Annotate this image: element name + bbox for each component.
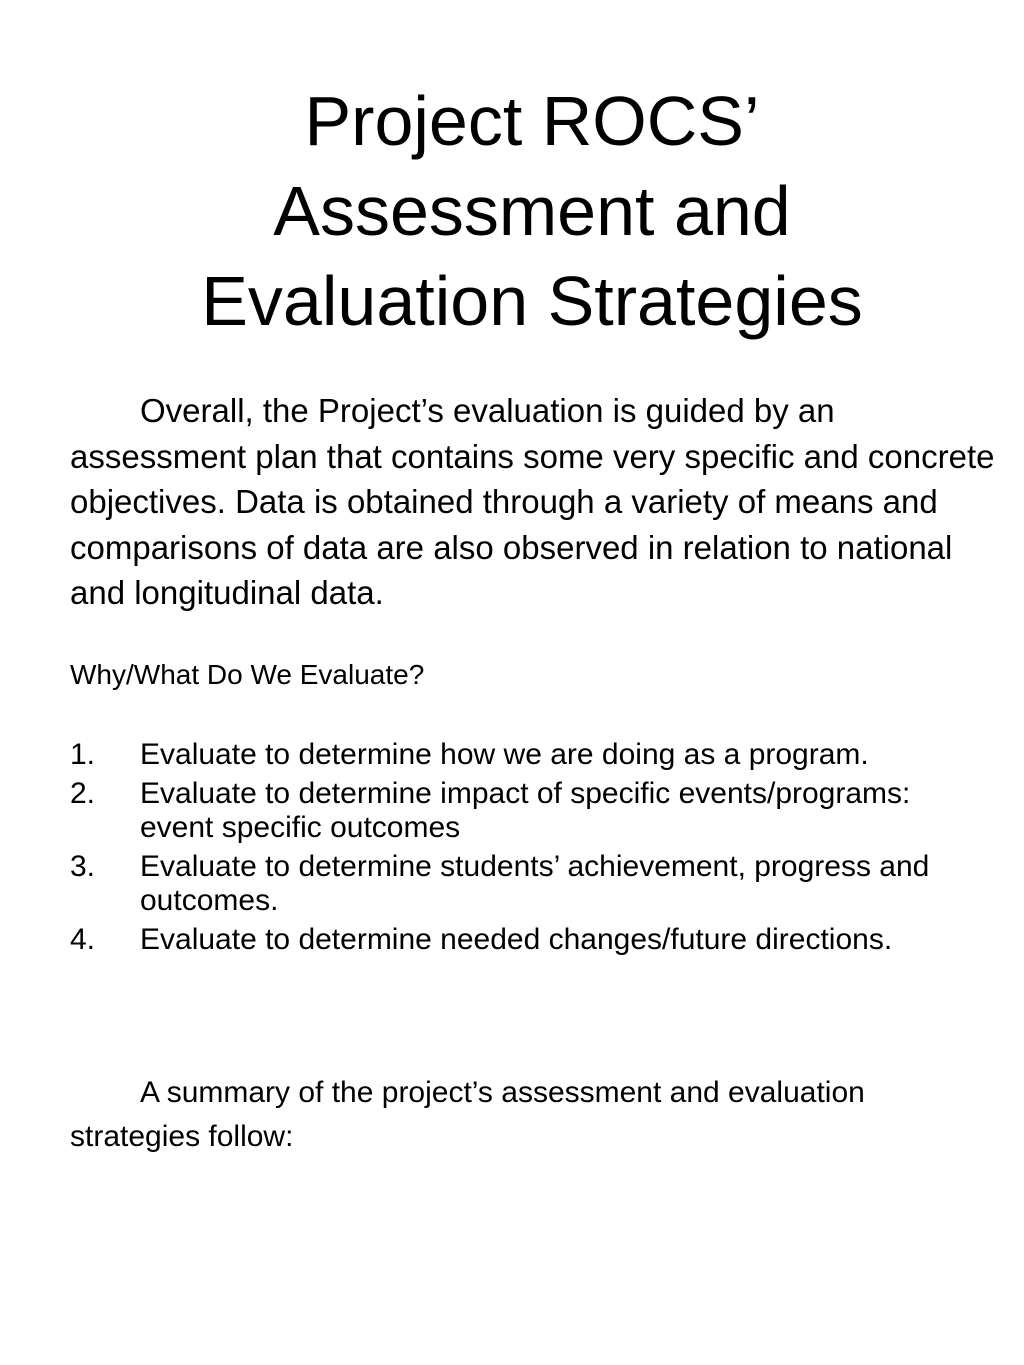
list-item-number: 2. (70, 777, 96, 810)
list-item (70, 777, 970, 845)
title-line: Project ROCS’ (304, 82, 760, 160)
list-item (70, 850, 970, 918)
list-item-text: Evaluate to determine students’ achievement, progress and outcomes. (140, 850, 930, 917)
section-subheading: Why/What Do We Evaluate? (70, 659, 425, 690)
intro-paragraph: Overall, the Project’s evaluation is guided by an assessment plan that contains some very specific and concrete objectives. Data is obtained through a variety of means and comparisons of data are also observed in relation to national and longitudinal data. (70, 392, 995, 611)
list-item-number: 4. (70, 923, 96, 956)
list-item-text: Evaluate to determine needed changes/future directions. (140, 923, 893, 956)
title-line: Assessment and (273, 172, 791, 250)
page-title (60, 76, 1004, 346)
list-item-number: 1. (70, 738, 96, 771)
title-line: Evaluation Strategies (201, 262, 863, 340)
list-item (70, 738, 970, 772)
summary-paragraph: A summary of the project’s assessment and evaluation strategies follow: (70, 1076, 865, 1153)
list-item-text: Evaluate to determine impact of specific events/programs: event specific outcomes (140, 777, 911, 844)
list-item (70, 923, 970, 957)
evaluation-reasons-list (70, 738, 970, 962)
list-item-number: 3. (70, 850, 96, 883)
list-item-text: Evaluate to determine how we are doing as a program. (140, 738, 869, 771)
